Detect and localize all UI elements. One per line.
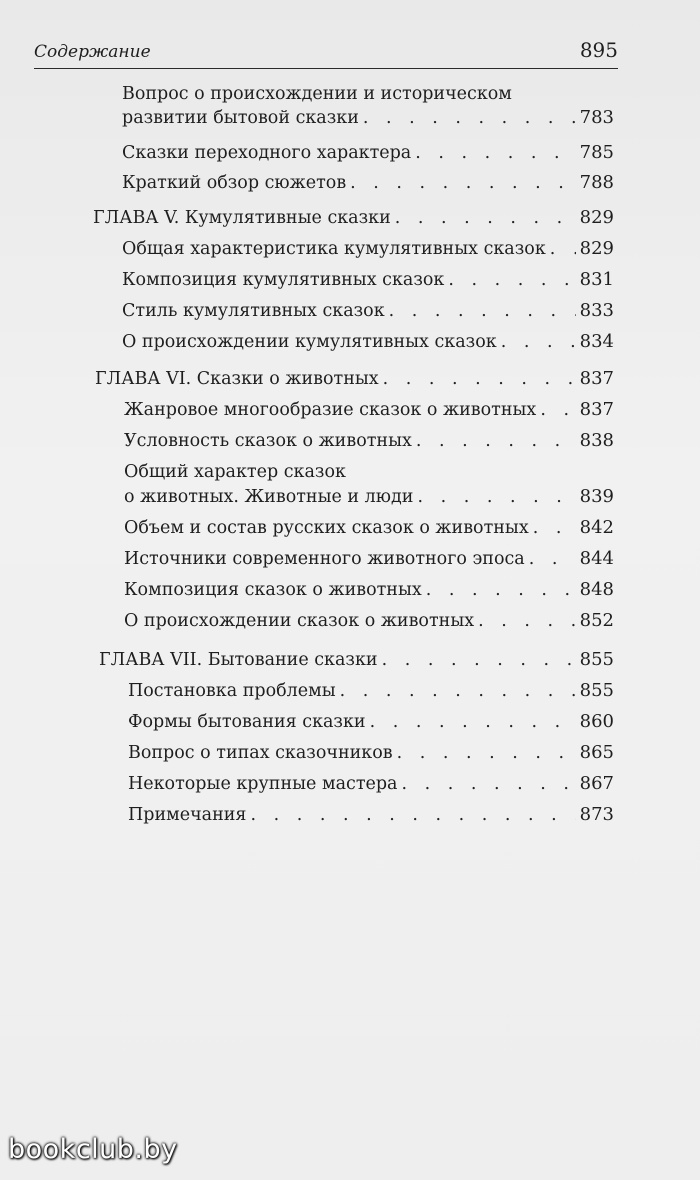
toc-entry-page: 783 (579, 107, 614, 128)
leader-dots (350, 171, 575, 195)
leader-dots (389, 299, 576, 323)
toc-entry (128, 803, 614, 827)
toc-entry (124, 398, 614, 422)
leader-dots (340, 679, 576, 703)
toc-entry-page: 785 (579, 142, 614, 163)
toc-entry-title: Постановка проблемы (128, 681, 336, 701)
page-number: 895 (579, 38, 618, 62)
toc-entry-page: 837 (579, 399, 614, 420)
toc-entry-page: 839 (579, 486, 614, 507)
toc-entry-title: Жанровое многообразие сказок о животных (124, 400, 537, 420)
site-watermark: bookclub.by (8, 1134, 178, 1165)
toc-entry (124, 547, 614, 571)
leader-dots (416, 429, 576, 453)
toc-entry-line: Вопрос о происхождении и историческом (122, 84, 512, 104)
toc-chapter (99, 648, 614, 672)
toc-entry (122, 299, 614, 323)
toc-entry (122, 141, 614, 165)
toc-entry-title: Некоторые крупные мастера (128, 774, 398, 794)
running-head-title: Содержание (34, 42, 151, 62)
toc-entry-page: 860 (579, 711, 614, 732)
toc-entry-page: 831 (579, 269, 614, 290)
toc-entry-title: Стиль кумулятивных сказок (122, 301, 385, 321)
toc-entry-title: Условность сказок о животных (124, 431, 412, 451)
leader-dots (478, 609, 576, 633)
toc-entry-page: 838 (579, 430, 614, 451)
toc-entry-page: 867 (579, 773, 614, 794)
toc-entry-page: 848 (579, 579, 614, 600)
toc-entry-title: ГЛАВА V. Кумулятивные сказки (93, 208, 391, 228)
leader-dots (533, 516, 576, 540)
toc-entry (128, 741, 614, 765)
toc-entry-page: 844 (579, 548, 614, 569)
toc-entry-page: 829 (579, 238, 614, 259)
toc-entry-title: Примечания (128, 805, 247, 825)
toc-entry-title: О происхождении сказок о животных (124, 611, 475, 631)
toc-entry (128, 772, 614, 796)
leader-dots (529, 547, 576, 571)
toc-entry-title: Вопрос о типах сказочников (128, 743, 393, 763)
toc-chapter (93, 206, 614, 230)
toc-entry-title: Общая характеристика кумулятивных сказок (122, 239, 546, 259)
toc-entry-title: о животных. Животные и люди (124, 487, 414, 507)
toc-entry (124, 485, 614, 509)
toc-entry-page: 829 (579, 207, 614, 228)
toc-entry-title: Композиция кумулятивных сказок (122, 270, 445, 290)
leader-dots (402, 772, 576, 796)
leader-dots (382, 648, 576, 672)
toc-entry-title: Объем и состав русских сказок о животных (124, 518, 529, 538)
toc-entry-page: 833 (579, 300, 614, 321)
toc-entry-page: 855 (579, 680, 614, 701)
leader-dots (501, 330, 576, 354)
toc-entry-title: Сказки переходного характера (122, 143, 412, 163)
toc-chapter (95, 367, 614, 391)
leader-dots (415, 141, 575, 165)
toc-entry (124, 516, 614, 540)
toc-entry-page: 842 (579, 517, 614, 538)
leader-dots (448, 268, 575, 292)
leader-dots (250, 803, 575, 827)
leader-dots (383, 367, 576, 391)
leader-dots (370, 710, 576, 734)
leader-dots (397, 741, 576, 765)
toc-entry (122, 171, 614, 195)
leader-dots (550, 237, 576, 261)
toc-entry (124, 429, 614, 453)
toc-entry-title: Источники современного животного эпоса (124, 549, 525, 569)
toc-entry (122, 237, 614, 261)
toc-entry-line: Общий характер сказок (124, 462, 346, 482)
running-head (34, 38, 618, 69)
toc-entry (128, 710, 614, 734)
toc-entry-title: О происхождении кумулятивных сказок (122, 332, 497, 352)
toc-entry-title: Композиция сказок о животных (124, 580, 422, 600)
toc-entry-title: ГЛАВА VII. Бытование сказки (99, 650, 378, 670)
toc-entry (122, 106, 614, 130)
toc-entry-page: 788 (579, 172, 614, 193)
toc-entry-page: 837 (579, 368, 614, 389)
toc-entry (124, 609, 614, 633)
toc-entry-title: ГЛАВА VI. Сказки о животных (95, 369, 379, 389)
leader-dots (417, 485, 575, 509)
toc-entry-page: 834 (579, 331, 614, 352)
toc-entry (122, 268, 614, 292)
toc-entry (122, 330, 614, 354)
toc-entry-title: Краткий обзор сюжетов (122, 173, 347, 193)
toc-entry-page: 855 (579, 649, 614, 670)
toc-entry (128, 679, 614, 703)
leader-dots (395, 206, 576, 230)
leader-dots (426, 578, 576, 602)
leader-dots (363, 106, 576, 130)
toc-entry-page: 873 (579, 804, 614, 825)
toc-entry-title: развитии бытовой сказки (122, 108, 359, 128)
toc-entry-page: 865 (579, 742, 614, 763)
leader-dots (540, 398, 575, 422)
toc-entry-page: 852 (579, 610, 614, 631)
toc-entry (124, 578, 614, 602)
toc-entry-title: Формы бытования сказки (128, 712, 366, 732)
